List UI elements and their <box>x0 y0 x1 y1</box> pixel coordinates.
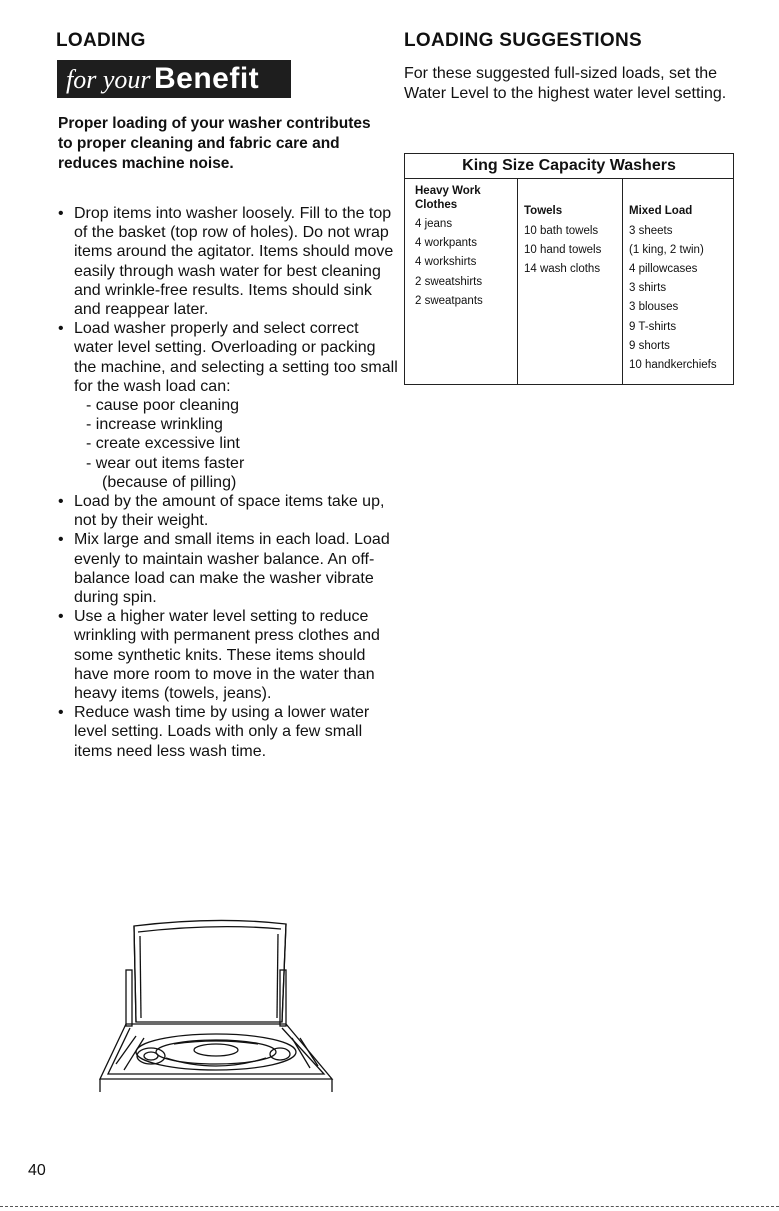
banner-benefit: Benefit <box>154 62 260 95</box>
column-items <box>524 222 634 280</box>
table-column-heavy-work <box>415 179 511 384</box>
table-cell: 4 workshirts <box>415 256 477 269</box>
capacity-table <box>404 153 734 385</box>
table-cell: 10 hand towels <box>524 243 602 256</box>
page-number: 40 <box>28 1162 46 1179</box>
table-cell: 4 pillowcases <box>629 262 698 275</box>
loading-heading: LOADING <box>56 30 146 51</box>
table-cell: 3 shirts <box>629 282 667 295</box>
sub-item: - create excessive lint <box>86 435 240 453</box>
bullet-item: • Mix large and small items in each load. Load evenly to maintain washer balance. An off-balance load can make the washer vibrate during spin. <box>58 531 390 607</box>
column-items <box>629 222 741 376</box>
table-cell: 3 blouses <box>629 301 679 314</box>
table-column-mixed-load <box>622 179 741 384</box>
column-header: Towels <box>524 205 563 217</box>
loading-intro: Proper loading of your washer contributes to proper cleaning and fabric care and reduces machine noise. <box>58 115 371 172</box>
sub-item: - wear out items faster <box>86 454 245 472</box>
table-cell: (1 king, 2 twin) <box>629 243 704 256</box>
for-your-benefit-banner <box>58 61 290 97</box>
table-cell: 9 shorts <box>629 339 670 352</box>
washer-illustration <box>96 914 336 1104</box>
loading-suggestions-text: For these suggested full-sized loads, set the Water Level to the highest water level setting. <box>404 65 727 102</box>
table-cell: 2 sweatpants <box>415 294 483 307</box>
bullet-item: • Load by the amount of space items take up, not by their weight. <box>58 493 385 530</box>
sub-item: - cause poor cleaning <box>86 397 239 415</box>
loading-bullet-list <box>58 204 398 761</box>
table-cell: 3 sheets <box>629 224 673 237</box>
loading-suggestions-heading: LOADING SUGGESTIONS <box>404 30 642 51</box>
column-header: Heavy Work Clothes <box>415 185 481 211</box>
table-cell: 2 sweatshirts <box>415 275 483 288</box>
table-cell: 10 bath towels <box>524 224 599 237</box>
page-bottom-rule <box>0 1206 779 1208</box>
table-cell: 14 wash cloths <box>524 262 601 275</box>
table-column-towels <box>517 179 634 384</box>
table-cell: 10 handkerchiefs <box>629 358 717 371</box>
bullet-item: • Use a higher water level setting to reduce wrinkling with permanent press clothes and some synthetic knits. These items should have more room to move in the water than heavy items (towels, jeans). <box>58 608 380 703</box>
banner-for-your: for your <box>66 65 151 94</box>
table-title: King Size Capacity Washers <box>405 154 733 179</box>
sub-item-continuation: (because of pilling) <box>102 473 237 491</box>
table-cell: 4 workpants <box>415 237 478 250</box>
bullet-item: • Reduce wash time by using a lower water level setting. Loads with only a few small items need less wash time. <box>58 704 370 760</box>
table-cell: 4 jeans <box>415 218 453 230</box>
bullet-item: • Drop items into washer loosely. Fill to the top of the basket (top row of holes). Do not wrap items around the agitator. Items should move easily through wash water for best cleaning and wrinkle-free results. Items should sink and reappear later. <box>58 205 394 319</box>
sub-item: - increase wrinkling <box>86 416 223 434</box>
column-items <box>415 215 511 311</box>
table-cell: 9 T-shirts <box>629 320 677 333</box>
bullet-item: • Load washer properly and select correct water level setting. Overloading or packing the machine, and selecting a setting too small for the wash load can: <box>58 320 398 395</box>
column-header: Mixed Load <box>629 205 693 217</box>
